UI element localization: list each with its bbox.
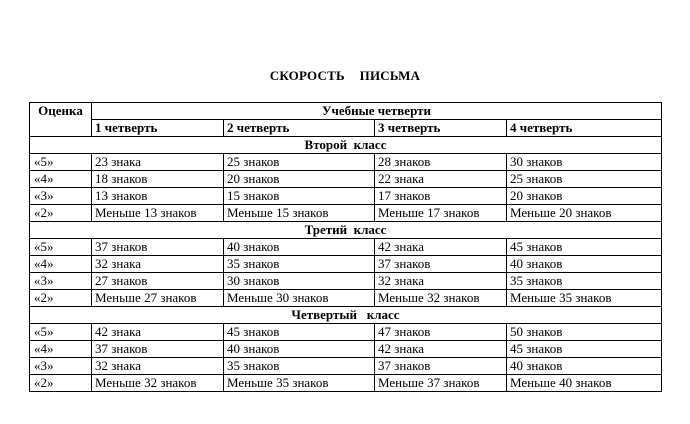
speed-cell: 45 знаков [507,341,662,358]
quarter-1-header: 1 четверть [92,120,224,137]
speed-cell: Меньше 32 знаков [375,290,507,307]
quarter-names-row [30,120,662,137]
speed-cell: 37 знаков [92,341,224,358]
class-section-header: Второй класс [30,137,662,154]
speed-cell: 37 знаков [375,358,507,375]
table-row [30,239,662,256]
speed-cell: 42 знака [375,239,507,256]
grade-cell: «4» [30,171,92,188]
speed-cell: Меньше 20 знаков [507,205,662,222]
speed-cell: 40 знаков [224,341,375,358]
speed-cell: 20 знаков [507,188,662,205]
speed-cell: Меньше 40 знаков [507,375,662,392]
speed-cell: Меньше 13 знаков [92,205,224,222]
speed-cell: 20 знаков [224,171,375,188]
table-row [30,358,662,375]
grade-cell: «5» [30,239,92,256]
speed-cell: 22 знака [375,171,507,188]
speed-cell: 18 знаков [92,171,224,188]
grade-cell: «3» [30,188,92,205]
grade-cell: «2» [30,205,92,222]
grade-cell: «3» [30,358,92,375]
grade-column-header: Оценка [30,103,92,137]
section-row [30,307,662,324]
speed-cell: 40 знаков [224,239,375,256]
speed-cell: 32 знака [375,273,507,290]
speed-cell: 45 знаков [507,239,662,256]
speed-cell: 32 знака [92,256,224,273]
speed-cell: Меньше 30 знаков [224,290,375,307]
table-row [30,273,662,290]
speed-cell: 40 знаков [507,256,662,273]
section-row [30,222,662,239]
section-row [30,137,662,154]
speed-cell: 37 знаков [375,256,507,273]
table-row [30,324,662,341]
class-section-header: Четвертый класс [30,307,662,324]
grade-cell: «3» [30,273,92,290]
grade-cell: «4» [30,341,92,358]
speed-cell: 35 знаков [507,273,662,290]
speed-cell: 42 знака [92,324,224,341]
speed-cell: 50 знаков [507,324,662,341]
speed-cell: Меньше 27 знаков [92,290,224,307]
speed-cell: 37 знаков [92,239,224,256]
speed-cell: Меньше 37 знаков [375,375,507,392]
speed-cell: Меньше 32 знаков [92,375,224,392]
speed-cell: Меньше 35 знаков [224,375,375,392]
class-section-header: Третий класс [30,222,662,239]
grade-cell: «2» [30,290,92,307]
speed-cell: 35 знаков [224,256,375,273]
table-row [30,256,662,273]
speed-cell: 32 знака [92,358,224,375]
speed-cell: 17 знаков [375,188,507,205]
table-row [30,290,662,307]
table-row [30,154,662,171]
speed-cell: 27 знаков [92,273,224,290]
quarter-4-header: 4 четверть [507,120,662,137]
speed-cell: 42 знака [375,341,507,358]
grade-cell: «4» [30,256,92,273]
grade-cell: «5» [30,154,92,171]
quarter-2-header: 2 четверть [224,120,375,137]
quarters-header: Учебные четверти [92,103,662,120]
table-row [30,205,662,222]
speed-cell: 28 знаков [375,154,507,171]
speed-cell: 47 знаков [375,324,507,341]
speed-cell: 45 знаков [224,324,375,341]
speed-cell: 15 знаков [224,188,375,205]
speed-cell: 30 знаков [507,154,662,171]
speed-cell: 35 знаков [224,358,375,375]
speed-cell: 30 знаков [224,273,375,290]
speed-cell: Меньше 15 знаков [224,205,375,222]
grade-cell: «2» [30,375,92,392]
speed-cell: 13 знаков [92,188,224,205]
document-title: СКОРОСТЬ ПИСЬМА [269,68,421,83]
grade-cell: «5» [30,324,92,341]
writing-speed-table [29,102,662,392]
speed-cell: Меньше 17 знаков [375,205,507,222]
table-header-row [30,103,662,120]
speed-cell: 40 знаков [507,358,662,375]
speed-cell: Меньше 35 знаков [507,290,662,307]
table-row [30,188,662,205]
table-row [30,341,662,358]
speed-cell: 25 знаков [507,171,662,188]
table-row [30,375,662,392]
quarter-3-header: 3 четверть [375,120,507,137]
speed-cell: 25 знаков [224,154,375,171]
table-row [30,171,662,188]
speed-cell: 23 знака [92,154,224,171]
